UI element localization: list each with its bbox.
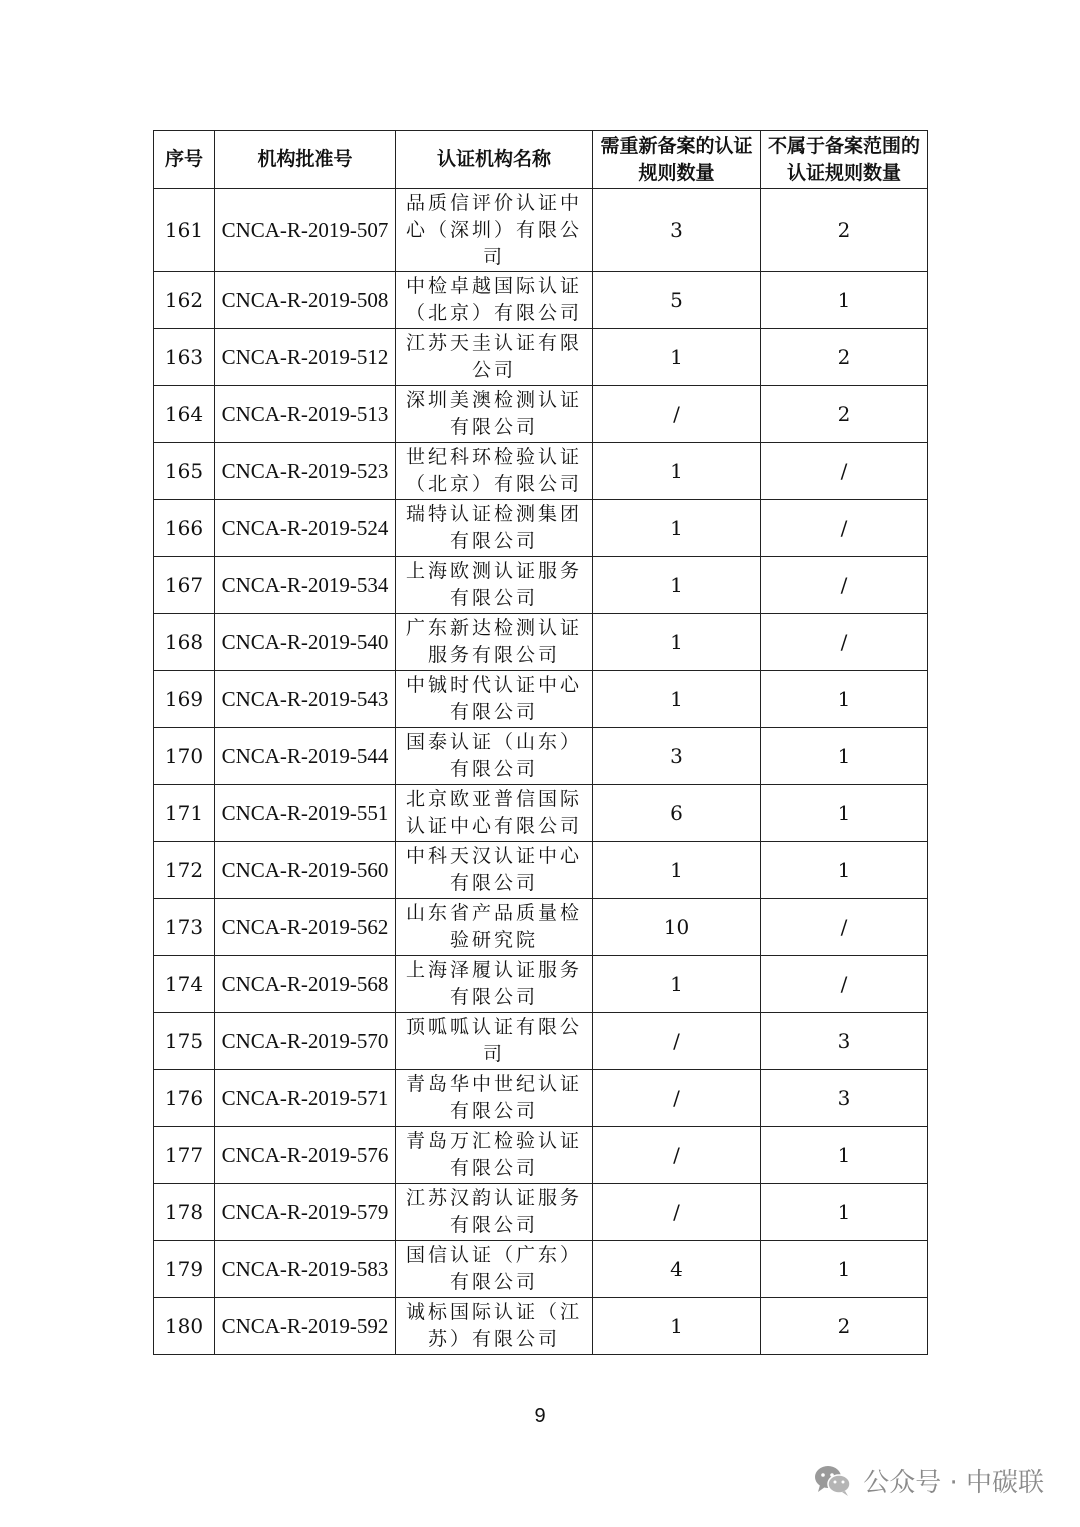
cell-approval-no: CNCA-R-2019-551 [215, 785, 396, 842]
cell-refile-count: / [593, 1013, 761, 1070]
cell-out-of-scope-count: 3 [761, 1013, 928, 1070]
cell-out-of-scope-count: / [761, 500, 928, 557]
cell-index: 179 [154, 1241, 215, 1298]
cell-out-of-scope-count: 2 [761, 329, 928, 386]
cell-index: 173 [154, 899, 215, 956]
cell-refile-count: 1 [593, 842, 761, 899]
table-row [154, 500, 928, 557]
watermark-text: 公众号 · 中碳联 [863, 1468, 1044, 1498]
cell-index: 174 [154, 956, 215, 1013]
certification-table [153, 130, 928, 1355]
cell-index: 162 [154, 272, 215, 329]
cell-approval-no: CNCA-R-2019-512 [215, 329, 396, 386]
table-row [154, 785, 928, 842]
cell-index: 171 [154, 785, 215, 842]
cell-index: 163 [154, 329, 215, 386]
cell-approval-no: CNCA-R-2019-534 [215, 557, 396, 614]
cell-refile-count: 1 [593, 956, 761, 1013]
cell-refile-count: 1 [593, 329, 761, 386]
table-row [154, 614, 928, 671]
cell-approval-no: CNCA-R-2019-523 [215, 443, 396, 500]
cell-index: 167 [154, 557, 215, 614]
cell-refile-count: 1 [593, 1298, 761, 1355]
cell-approval-no: CNCA-R-2019-508 [215, 272, 396, 329]
cell-out-of-scope-count: 1 [761, 842, 928, 899]
cell-out-of-scope-count: 1 [761, 1127, 928, 1184]
wechat-icon [813, 1463, 853, 1499]
cell-index: 165 [154, 443, 215, 500]
table-row [154, 1013, 928, 1070]
cell-org-name: 中科天汉认证中心有限公司 [396, 842, 593, 899]
cell-index: 166 [154, 500, 215, 557]
cell-index: 168 [154, 614, 215, 671]
cell-approval-no: CNCA-R-2019-583 [215, 1241, 396, 1298]
table-row [154, 386, 928, 443]
table-row [154, 956, 928, 1013]
header-org-name: 认证机构名称 [396, 131, 593, 189]
cell-org-name: 北京欧亚普信国际认证中心有限公司 [396, 785, 593, 842]
cell-approval-no: CNCA-R-2019-592 [215, 1298, 396, 1355]
cell-refile-count: / [593, 1184, 761, 1241]
cell-index: 164 [154, 386, 215, 443]
table-row [154, 1184, 928, 1241]
cell-index: 180 [154, 1298, 215, 1355]
page-number: 9 [534, 1405, 546, 1427]
cell-org-name: 广东新达检测认证服务有限公司 [396, 614, 593, 671]
table-row [154, 671, 928, 728]
cell-org-name: 上海欧测认证服务有限公司 [396, 557, 593, 614]
cell-org-name: 瑞特认证检测集团有限公司 [396, 500, 593, 557]
cell-org-name: 青岛华中世纪认证有限公司 [396, 1070, 593, 1127]
table-row [154, 189, 928, 272]
header-index: 序号 [154, 131, 215, 189]
cell-refile-count: 5 [593, 272, 761, 329]
cell-index: 176 [154, 1070, 215, 1127]
table-row [154, 1127, 928, 1184]
cell-approval-no: CNCA-R-2019-544 [215, 728, 396, 785]
cell-approval-no: CNCA-R-2019-570 [215, 1013, 396, 1070]
cell-org-name: 青岛万汇检验认证有限公司 [396, 1127, 593, 1184]
cell-out-of-scope-count: / [761, 899, 928, 956]
cell-out-of-scope-count: 2 [761, 386, 928, 443]
table-row [154, 557, 928, 614]
cell-org-name: 世纪科环检验认证（北京）有限公司 [396, 443, 593, 500]
cell-out-of-scope-count: 1 [761, 785, 928, 842]
table-row [154, 1241, 928, 1298]
table-row [154, 1070, 928, 1127]
cell-org-name: 诚标国际认证（江苏）有限公司 [396, 1298, 593, 1355]
cell-refile-count: 1 [593, 557, 761, 614]
cell-refile-count: 10 [593, 899, 761, 956]
table-row [154, 899, 928, 956]
cell-approval-no: CNCA-R-2019-513 [215, 386, 396, 443]
cell-org-name: 品质信评价认证中心（深圳）有限公司 [396, 189, 593, 272]
cell-approval-no: CNCA-R-2019-543 [215, 671, 396, 728]
table-row [154, 842, 928, 899]
cell-approval-no: CNCA-R-2019-576 [215, 1127, 396, 1184]
table-row [154, 1298, 928, 1355]
cell-index: 177 [154, 1127, 215, 1184]
cell-org-name: 国泰认证（山东）有限公司 [396, 728, 593, 785]
cell-org-name: 江苏汉韵认证服务有限公司 [396, 1184, 593, 1241]
cell-out-of-scope-count: 2 [761, 189, 928, 272]
cell-refile-count: 3 [593, 189, 761, 272]
cell-index: 175 [154, 1013, 215, 1070]
cell-out-of-scope-count: / [761, 557, 928, 614]
cell-refile-count: 6 [593, 785, 761, 842]
cell-org-name: 江苏天圭认证有限公司 [396, 329, 593, 386]
cell-index: 161 [154, 189, 215, 272]
cell-org-name: 山东省产品质量检验研究院 [396, 899, 593, 956]
cell-approval-no: CNCA-R-2019-560 [215, 842, 396, 899]
cell-refile-count: 1 [593, 671, 761, 728]
table-row [154, 728, 928, 785]
cell-refile-count: / [593, 1127, 761, 1184]
cell-approval-no: CNCA-R-2019-507 [215, 189, 396, 272]
cell-approval-no: CNCA-R-2019-562 [215, 899, 396, 956]
header-approval-no: 机构批准号 [215, 131, 396, 189]
cell-refile-count: 4 [593, 1241, 761, 1298]
cell-approval-no: CNCA-R-2019-579 [215, 1184, 396, 1241]
cell-refile-count: 1 [593, 614, 761, 671]
cell-approval-no: CNCA-R-2019-571 [215, 1070, 396, 1127]
cell-out-of-scope-count: 3 [761, 1070, 928, 1127]
table-row [154, 329, 928, 386]
cell-out-of-scope-count: 1 [761, 671, 928, 728]
table-header-row [154, 131, 928, 189]
cell-refile-count: / [593, 1070, 761, 1127]
header-refile-count: 需重新备案的认证规则数量 [593, 131, 761, 189]
cell-out-of-scope-count: 2 [761, 1298, 928, 1355]
cell-org-name: 中铖时代认证中心有限公司 [396, 671, 593, 728]
watermark [813, 1462, 1044, 1499]
cell-out-of-scope-count: 1 [761, 728, 928, 785]
cell-refile-count: 1 [593, 500, 761, 557]
cell-refile-count: / [593, 386, 761, 443]
cell-out-of-scope-count: 1 [761, 1241, 928, 1298]
table-body [154, 189, 928, 1355]
table-row [154, 272, 928, 329]
cell-org-name: 深圳美澳检测认证有限公司 [396, 386, 593, 443]
cell-index: 169 [154, 671, 215, 728]
cell-refile-count: 3 [593, 728, 761, 785]
cell-org-name: 上海泽履认证服务有限公司 [396, 956, 593, 1013]
cell-index: 172 [154, 842, 215, 899]
cell-approval-no: CNCA-R-2019-540 [215, 614, 396, 671]
cell-approval-no: CNCA-R-2019-524 [215, 500, 396, 557]
cell-out-of-scope-count: 1 [761, 1184, 928, 1241]
cell-refile-count: 1 [593, 443, 761, 500]
cell-org-name: 国信认证（广东）有限公司 [396, 1241, 593, 1298]
cell-org-name: 顶呱呱认证有限公司 [396, 1013, 593, 1070]
cell-index: 178 [154, 1184, 215, 1241]
header-out-of-scope-count: 不属于备案范围的认证规则数量 [761, 131, 928, 189]
cell-out-of-scope-count: / [761, 956, 928, 1013]
cell-org-name: 中检卓越国际认证（北京）有限公司 [396, 272, 593, 329]
cell-index: 170 [154, 728, 215, 785]
cell-out-of-scope-count: / [761, 443, 928, 500]
cell-out-of-scope-count: 1 [761, 272, 928, 329]
cell-out-of-scope-count: / [761, 614, 928, 671]
cell-approval-no: CNCA-R-2019-568 [215, 956, 396, 1013]
table-row [154, 443, 928, 500]
